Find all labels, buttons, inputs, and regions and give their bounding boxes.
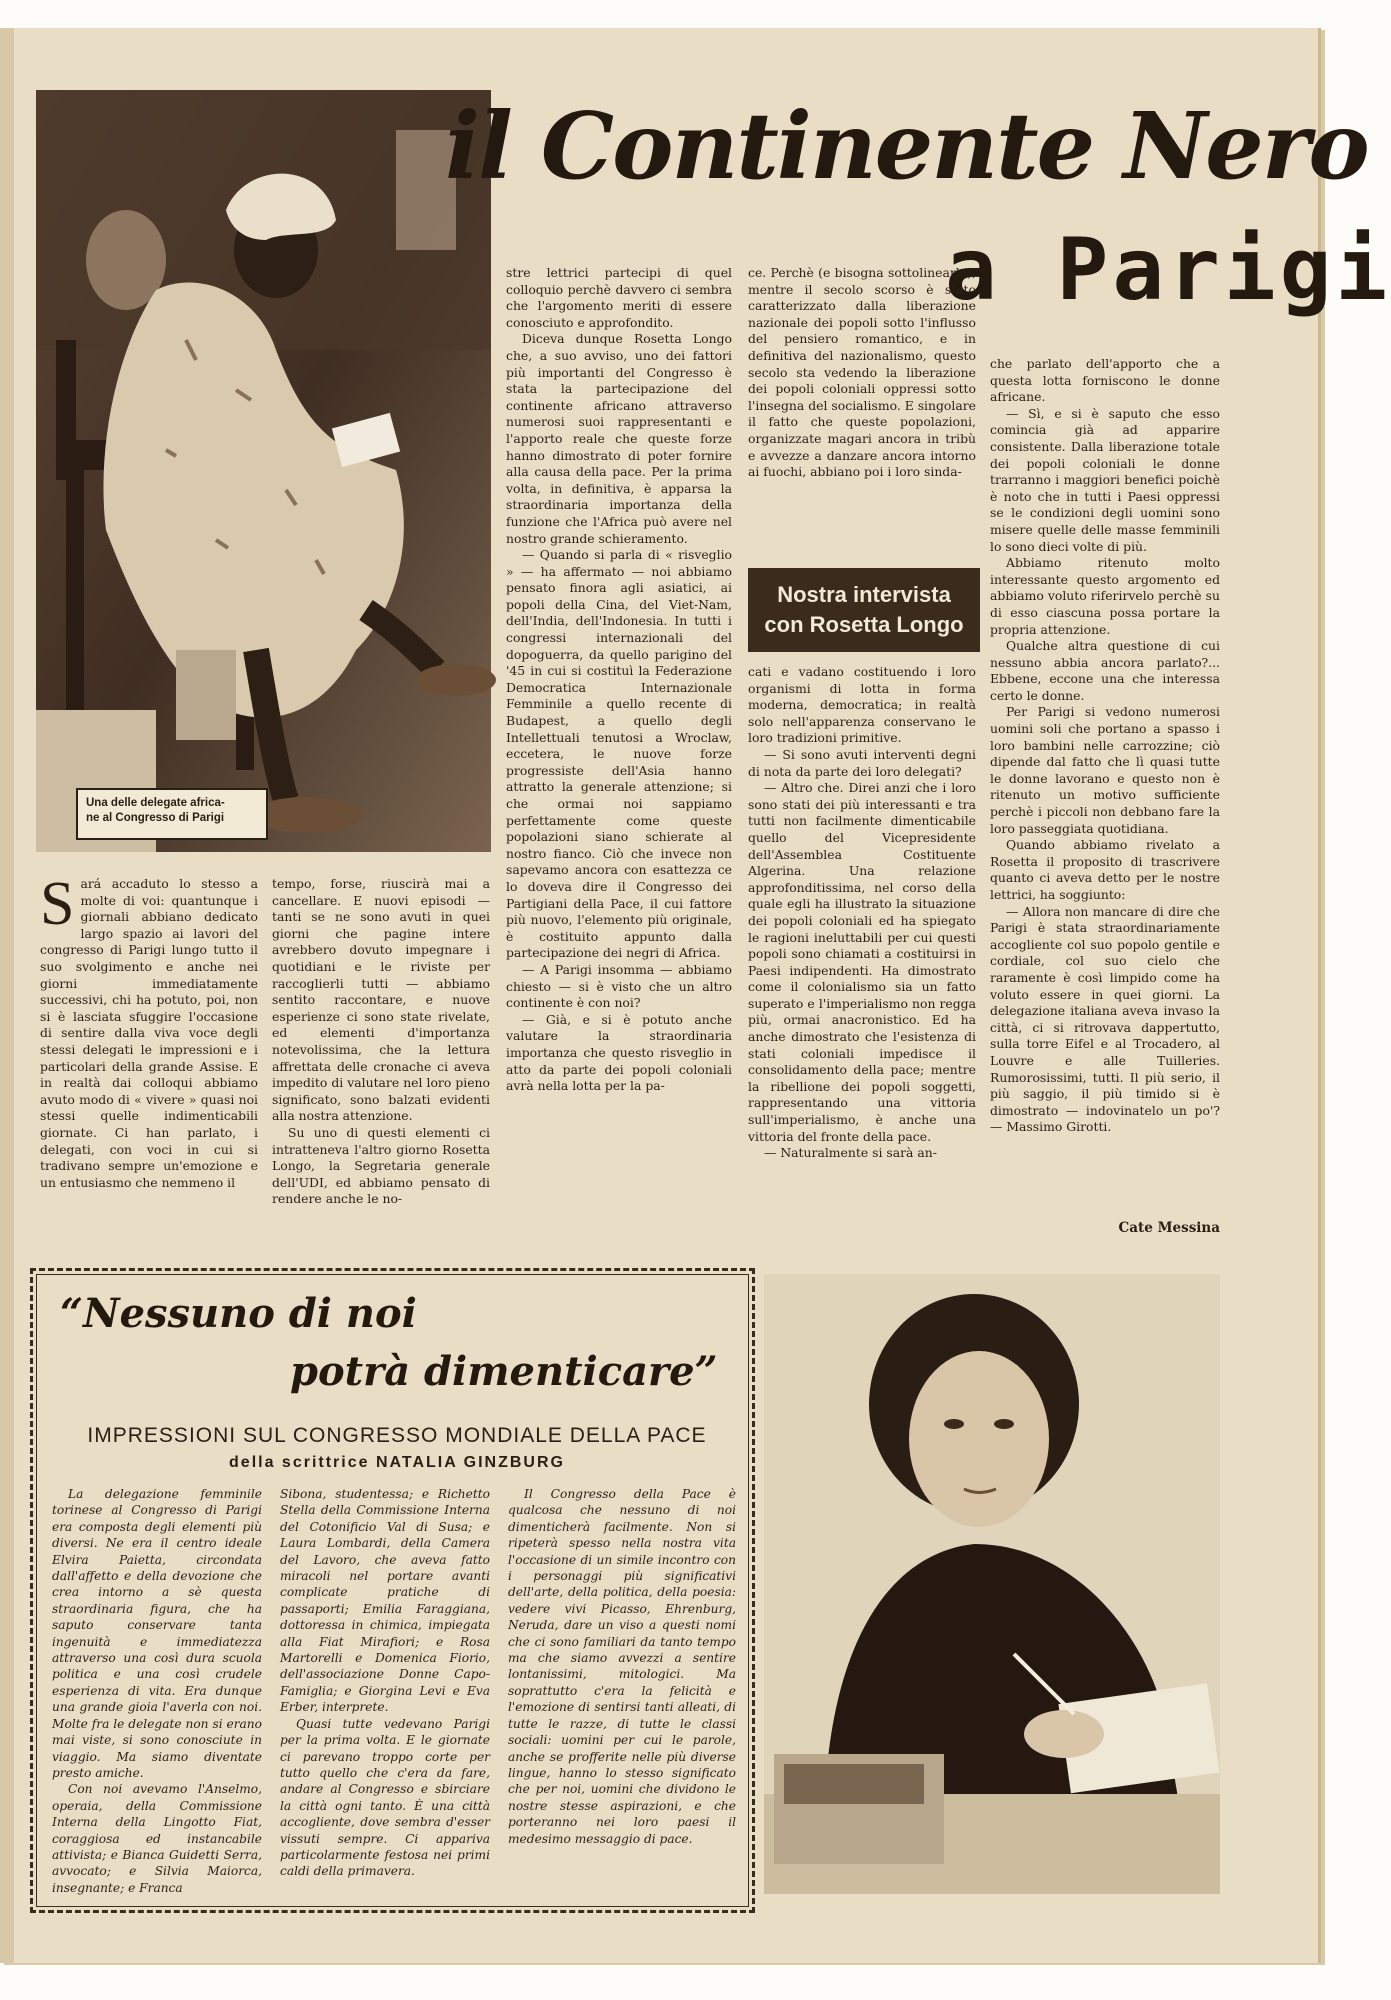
article-paragraph: Diceva dunque Rosetta Longo che, a suo avviso, uno dei fattori più importanti del Congresso è stata la partecipazione del continente africano attraverso numerosi suoi rappresentanti e l'apporto reale che queste forze hanno dimostrato di poter fornire alla causa della pace. Per la prima volta, in definitiva, è apparsa la straordinaria importanza della funzione che l'Africa può avere nel nostro grande schieramento.: [506, 331, 732, 546]
article-col-3: [506, 265, 732, 1095]
article-paragraph: — Allora non mancare di dire che Parigi è stata straordinariamente accogliente col suo popolo gentile e cordiale, col suo cielo che raramente è così limpido come ha voluto essere in quei giorni. La delegazione italiana aveva invaso la città, ci si ritrovava dappertutto, sulla torre Eifel e al Trocadero, al Louvre e alle Tuilleries. Rumorosissimi, tutti. Il più serio, il più saggio, il più timido si è dimostrato — indovinatelo un po'? — Massimo Girotti.: [990, 903, 1220, 1135]
photo-african-delegate-illustration: [36, 90, 491, 852]
article-paragraph: — Quando si parla di « risveglio » — ha affermato — noi abbiamo pensato finora agli asiatici, ai popoli della Cina, del Viet-Nam, dell'India, dell'Indonesia. In tutti i congressi internazionali del dopoguerra, da quello parigino del '45 in cui si costituì la Federazione Democratica Internazionale Femminile a quello recente di Budapest, a quello degli Intellettuali tenutosi a Wroclaw, eccetera, le nuove forze progressiste dell'Asia hanno attratto la generale attenzione; si che ormai noi sappiamo perfettamente come queste popolazioni siano schierate al nostro fianco. Ciò che invece non sapevamo ancora con esattezza ce lo doveva dire il Congresso dei Partigiani della Pace, il cui fattore più nuovo, l'elemento più originale, è costituito appunto dalla partecipazione dei negri di Africa.: [506, 547, 732, 961]
interview-heading-line-1: Nostra intervista: [777, 582, 951, 607]
article-col-5: [990, 356, 1220, 1136]
article-col-4-bottom: [748, 664, 976, 1162]
photo-ginzburg-illustration: [764, 1274, 1220, 1894]
article-paragraph: ce. Perchè (e bisogna sottolinearlo), mentre il secolo scorso è stato caratterizzato dalla liberazione nazionale dei popoli sotto l'influsso del pensiero romantico, e in definitiva del nazionalismo, questo secolo sta vedendo la liberazione dei popoli coloniali oppressi sotto l'insegna del socialismo. E singolare il fatto che queste popolazioni, organizzate magari ancora in tribù e avvezze a danzare ancora intorno ai fuochi, abbiano poi i loro sinda-: [748, 265, 976, 480]
box-subheading: IMPRESSIONI SUL CONGRESSO MONDIALE DELLA PACE: [87, 1424, 707, 1447]
headline-continente-nero: il Continente Nero: [445, 92, 1368, 200]
box-paragraph: Il Congresso della Pace è qualcosa che nessuno di noi dimenticherà facilmente. Non si ripeterà spesso nella nostra vita l'occasione di un simile incontro con i personaggi più significativi dell'arte, della politica, della poesia: vedere vivi Picasso, Ehrenburg, Neruda, dare un viso a questi nomi che ci sono familiari da tanto tempo ma che siamo avvezzi a sentire lontanissimi, mitologici. Ma soprattutto c'era la felicità e l'emozione di sentirsi tanti alleati, di tutte le razze, di tutte le classi sociali: uomini per cui le parole, anche se profferite nelle più diverse lingue, hanno lo stesso significato che per noi, uomini che dividono le nostre stesse aspirazioni, e che porteranno nei loro paesi il medesimo messaggio di pace.: [508, 1487, 736, 1846]
newspaper-page: [0, 28, 1391, 1963]
article-paragraph: — A Parigi insomma — abbiamo chiesto — si è visto che un altro continente è con noi?: [506, 961, 732, 1011]
interview-heading-line-2: con Rosetta Longo: [764, 612, 964, 637]
page-spine: [0, 28, 14, 1963]
photo-caption: [76, 788, 268, 840]
quote-title-line-2: potrà dimenticare”: [290, 1348, 718, 1395]
article-paragraph: Per Parigi si vedono numerosi uomini soli che portano a spasso i loro bambini nelle carrozzine; ciò dipende dal fatto che lì quasi tutte le donne lavorano e questo non è ritenuto un motivo sufficiente perchè i piccoli non debbano fare la loro passeggiata quotidiana.: [990, 704, 1220, 836]
headline-a-parigi: a Parigi: [945, 220, 1391, 320]
box-paragraph: La delegazione femminile torinese al Congresso di Parigi era composta degli elementi più diversi. Ne era il centro ideale Elvira Paietta, circondata dall'affetto e della devozione che crea intorno a sè questa straordinaria figura, che ha saputo conservare tanta ingenuità e immediatezza attraverso una così dura scuola politica e una così crudele esperienza di vita. Era dunque una grande gioia l'averla con noi. Molte fra le delegate non si erano mai viste, si sono conosciute in viaggio. Ma siamo diventate presto amiche.: [52, 1487, 262, 1780]
box-paragraph: Con noi avevamo l'Anselmo, operaia, della Commissione Interna della Lingotto Fiat, coraggiosa ed instancabile attivista; e Bianca Guidetti Serra, avvocato; e Silvia Maiorca, insegnante; e Franca: [52, 1782, 262, 1895]
article-paragraph: — Altro che. Direi anzi che i loro sono stati dei più interessanti e tra tutti non facilmente dimenticabile quello del Vicepresidente dell'Assemblea Costituente Algerina. Una relazione approfonditissima, nel corso della quale egli ha illustrato la situazione dei popoli coloniali ed ha spiegato le ragioni ineluttabili per cui questi popoli sono chiamati a costituirsi in Paesi indipendenti. Ha dimostrato come il colonialismo sia un fatto superato e l'imperialismo non regga più, ormai anacronistico. Ed ha anche dimostrato che l'esistenza di stati coloniali impedisce il consolidamento della pace; mentre la ribellione dei popoli soggetti, rappresentando una vittoria sull'imperialismo, è anche una vittoria del fronte della pace.: [748, 780, 976, 1144]
article-paragraph: cati e vadano costituendo i loro organismi di lotta in forma moderna, democratica; in realtà solo nell'apparenza conservano le loro tradizioni primitive.: [748, 664, 976, 746]
article-paragraph: Qualche altra questione di cui nessuno abbia ancora parlato?... Ebbene, eccone una che interessa certo le donne.: [990, 638, 1220, 703]
article-paragraph: — Già, e si è potuto anche valutare la straordinaria importanza che questo risveglio in atto da parte dei popoli coloniali avrà nella lotta per la pa-: [506, 1011, 732, 1094]
box-byline: della scrittrice NATALIA GINZBURG: [229, 1454, 565, 1471]
article-paragraph: che parlato dell'apporto che a questa lotta forniscono le donne africane.: [990, 356, 1220, 405]
drop-cap: S: [40, 870, 75, 938]
box-paragraph: Sibona, studentessa; e Richetto Stella della Commissione Interna del Cotonificio Val di Susa; e Laura Lombardi, della Camera del Lavoro, che aveva fatto miracoli nel portare avanti complicate pratiche di passaporti; Emilia Faraggiana, dottoressa in chimica, impiegata alla Fiat Mirafiori; e Rosa Martorelli e Domenica Fiorio, dell'associazione Donne Capo-Famiglia; e Giorgina Levi e Eva Erber, interprete.: [280, 1487, 490, 1715]
article-paragraph: — Naturalmente si sarà an-: [764, 1145, 937, 1161]
article-paragraph: Su uno di questi elementi ci intratteneva l'altro giorno Rosetta Longo, la Segretaria generale dell'UDI, ed abbiamo pensato di rendere anche le no-: [272, 1124, 490, 1207]
article-paragraph: stre lettrici partecipi di quel colloquio perchè davvero ci sembra che l'argomento meriti di essere conosciuto e approfondito.: [506, 265, 732, 330]
article-paragraph: Quando abbiamo rivelato a Rosetta il proposito di trascrivere quanto ci aveva detto per le nostre lettrici, ha soggiunto:: [990, 837, 1220, 902]
box-col-3: [508, 1486, 736, 1847]
photo-natalia-ginzburg: [764, 1274, 1220, 1894]
quote-title-line-1: “Nessuno di noi: [60, 1290, 417, 1337]
caption-line-1: Una delle delegate africa-: [86, 797, 225, 809]
article-col-1: [40, 870, 258, 1191]
article-col-4-top: [748, 265, 976, 481]
box-col-2: [280, 1486, 490, 1880]
interview-heading-box: [748, 568, 980, 652]
caption-line-2: ne al Congresso di Parigi: [86, 812, 225, 824]
box-col-1: [52, 1486, 262, 1896]
article-signature: Cate Messina: [1118, 1220, 1220, 1236]
article-paragraph: ará accaduto lo stesso a molte di voi: quantunque i giornali abbiano dedicato largo spazio ai lavori del congresso di Parigi lungo tutto il suo svolgimento e anche nei giorni immediatamente successivi, chi ha potuto, poi, non si è lasciata sfuggire l'occasione di sentire dalla viva voce degli stessi delegati le impressioni e i particolari della grande Assise. E in realtà dai colloqui abbiamo avuto modo di « vivere » quasi noi stessi quelle indimenticabili giornate. Ci han parlato, i delegati, con voci in cui si tradivano sempre un'emozione e un entusiasmo che nemmeno il: [40, 876, 258, 1190]
article-paragraph: tempo, forse, riuscirà mai a cancellare. E nuovi episodi — tanti se ne sono avuti in quei giorni che pagine intere avrebbero dovuto impegnare i quotidiani e le riviste per raccoglierli tutti — abbiamo sentito raccontare, e nuove esperienze ci sono state rivelate, ed elementi d'importanza notevolissima, che la lettura affrettata delle cronache ci aveva impedito di valutare nel loro pieno significato, sono balzati evidenti alla nostra attenzione.: [272, 876, 490, 1124]
photo-african-delegate: [36, 90, 491, 852]
box-paragraph: Quasi tutte vedevano Parigi per la prima volta. E le giornate ci parevano troppo corte per tutto quello che c'era da fare, andare al Congresso e sbirciare la città ogni tanto. È una città accogliente, dove sembra d'esser vissuti sempre. Ci appariva particolarmente festosa nei primi caldi della primavera.: [280, 1716, 490, 1879]
article-paragraph: Abbiamo ritenuto molto interessante questo argomento ed abbiamo voluto riferirvelo perchè su di esso ciascuna possa portare la propria attenzione.: [990, 555, 1220, 637]
article-paragraph: — Sì, e si è saputo che esso comincia già ad apparire consistente. Dalla liberazione totale dei popoli coloniali le donne trarranno i maggiori benefici poichè è noto che in tutti i Paesi oppressi se le condizioni degli uomini sono misere quelle delle masse femminili lo sono dieci volte di più.: [990, 405, 1220, 554]
article-paragraph: — Si sono avuti interventi degni di nota da parte dei loro delegati?: [748, 746, 976, 779]
article-col-2: [272, 876, 490, 1208]
